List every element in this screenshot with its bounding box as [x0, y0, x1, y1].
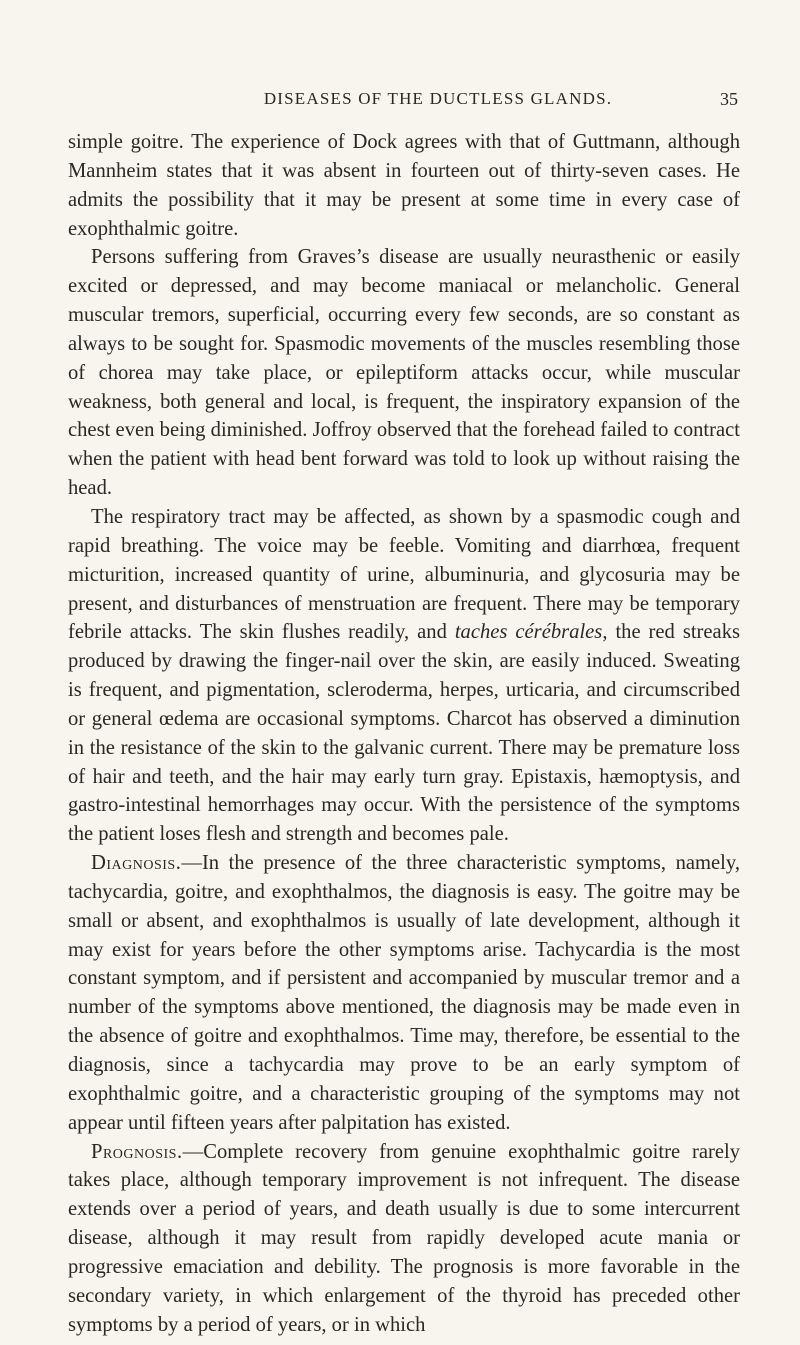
- paragraph-diagnosis: [68, 849, 740, 1137]
- paragraph-continuation: [68, 128, 740, 243]
- paragraph-text: Persons suffering from Graves’s disease are usually neurasthenic or easily excited or depressed, and may become maniacal or melancholic. General muscular tremors, superficial, occurring every few seconds, are so constant as always to be sought for. Spasmodic movements of the muscles resembling those of chorea may take place, or epileptiform attacks occur, while muscular weakness, both general and local, is frequent, the inspiratory expansion of the chest even being diminished. Joffroy observed that the forehead failed to contract when the patient with head bent forward was told to look up without raising the head.: [68, 246, 740, 500]
- paragraph-text-before: The respiratory tract may be affected, as shown by a spasmodic cough and rapid breathing. The voice may be feeble. Vomiting and diarrhœa, frequent micturition, increased quantity of urine, albuminuria, and glycosuria may be present, and disturbances of menstruation are frequent. There may be temporary febrile attacks. The skin flushes readily, and: [68, 505, 740, 644]
- running-head: [68, 89, 738, 115]
- body-text: [68, 128, 740, 1339]
- paragraph-text: —Complete recovery from genuine exophthalmic goitre rarely takes place, although temporary improvement is not infrequent. The disease extends over a period of years, and death usually is due to some intercurrent disease, although it may result from rapidly developed acute mania or progressive emaciation and debility. The prognosis is more favorable in the secondary variety, in which enlargement of the thyroid has preceded other symptoms by a period of years, or in which: [68, 1140, 740, 1336]
- section-heading-prognosis: Prognosis.: [91, 1140, 183, 1163]
- section-heading-diagnosis: Diagnosis.: [91, 852, 182, 875]
- paragraph-text: —In the presence of the three characteristic symptoms, namely, tachycardia, goitre, and exophthalmos, the diagnosis is easy. The goitre may be small or absent, and exophthalmos is usually of late development, although it may exist for years before the other symptoms arise. Tachycardia is the most constant symptom, and if persistent and accompanied by muscular tremor and a number of the symptoms above mentioned, the diagnosis may be made even in the absence of goitre and exophthalmos. Time may, therefore, be essential to the diagnosis, since a tachycardia may prove to be an early symptom of exophthalmic goitre, and a characteristic grouping of the symptoms may not appear until fifteen years after palpitation has existed.: [68, 852, 740, 1134]
- page-number: 35: [720, 89, 738, 109]
- paragraph-other-symptoms: [68, 503, 740, 849]
- italic-term: taches cérébrales: [454, 621, 603, 644]
- running-title: DISEASES OF THE DUCTLESS GLANDS.: [263, 89, 613, 108]
- paragraph-prognosis: [68, 1138, 740, 1340]
- paragraph-nervous-symptoms: [68, 243, 740, 503]
- paragraph-text: simple goitre. The experience of Dock agrees with that of Guttmann, although Mannheim states that it was absent in fourteen out of thirty-seven cases. He admits the possibility that it may be present at some time in every case of exophthalmic goitre.: [68, 131, 740, 240]
- paragraph-text-after: , the red streaks produced by drawing the finger-nail over the skin, are easily induced. Sweating is frequent, and pigmentation, scleroderma, herpes, urticaria, and circumscribed or general œdema are occasional symptoms. Charcot has observed a diminution in the resistance of the skin to the galvanic current. There may be premature loss of hair and teeth, and the hair may early turn gray. Epistaxis, hæmoptysis, and gastro-intestinal hemorrhages may occur. With the persistence of the symptoms the patient loses flesh and strength and becomes pale.: [68, 621, 740, 846]
